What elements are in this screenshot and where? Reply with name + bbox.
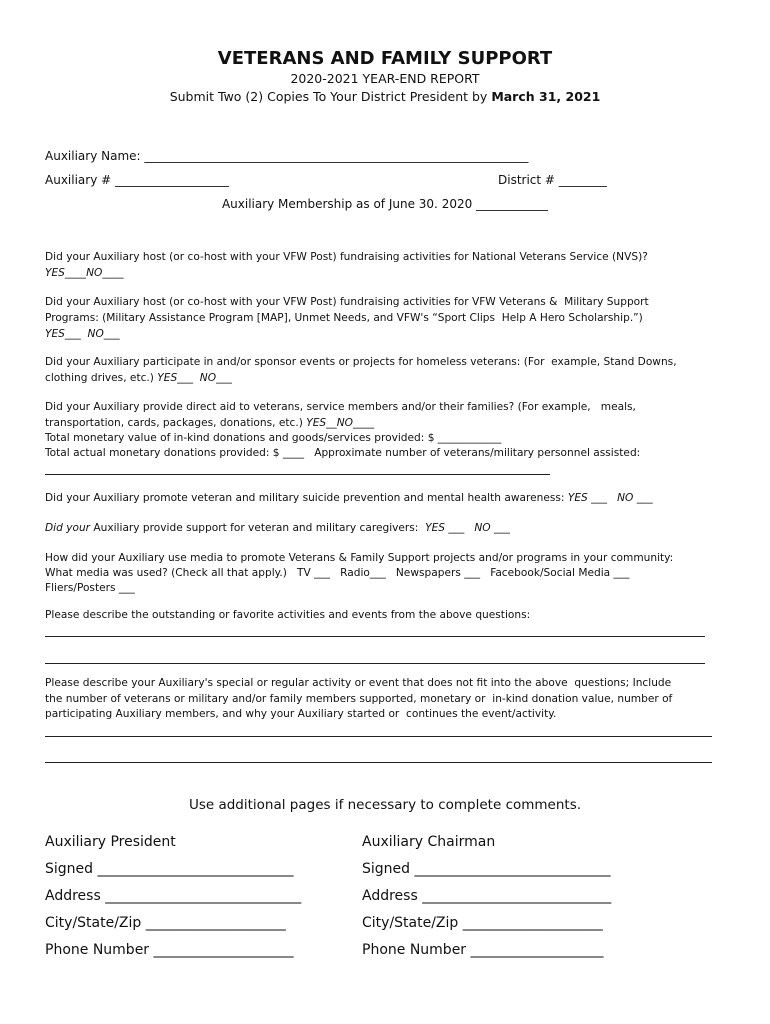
question-media: How did your Auxiliary use media to promote Veterans & Family Support projects and/or programs in your community:: [45, 552, 674, 564]
special-activity-line-2[interactable]: [45, 762, 712, 763]
report-subtitle: 2020-2021 YEAR-END REPORT: [290, 71, 480, 86]
direct-aid-examples-text: transportation, cards, packages, donations, etc.): [45, 417, 307, 429]
question-suicide-prevention: [45, 493, 653, 504]
auxiliary-number-field[interactable]: Auxiliary # ___________________: [45, 173, 229, 187]
monetary-donations-field[interactable]: Total actual monetary donations provided: $ ____ Approximate number of veterans/military personnel assisted:: [45, 447, 641, 459]
president-city-field[interactable]: City/State/Zip ____________________: [45, 915, 286, 931]
question-special-activity-line3: participating Auxiliary members, and why your Auxiliary started or continues the event/activity.: [45, 708, 557, 720]
direct-aid-yes-no-field[interactable]: YES__NO____: [306, 417, 375, 429]
question-caregivers: [45, 523, 510, 534]
question-direct-aid-line2: [45, 418, 374, 429]
favorite-activities-line-2[interactable]: [45, 663, 705, 664]
question-special-activity: Please describe your Auxiliary's special or regular activity or event that does not fit into the above questions; Include: [45, 677, 672, 689]
deadline-date: March 31, 2021: [491, 89, 601, 104]
membership-field[interactable]: Auxiliary Membership as of June 30. 2020 ____________: [221, 197, 549, 211]
chairman-city-field[interactable]: City/State/Zip ____________________: [362, 915, 603, 931]
special-activity-line-1[interactable]: [45, 736, 712, 737]
president-address-field[interactable]: Address ____________________________: [45, 888, 302, 904]
favorite-activities-line-1[interactable]: [45, 636, 705, 637]
caregivers-yes-no-field[interactable]: YES ___ NO ___: [425, 522, 510, 534]
question-homeless-veterans-line2: [45, 373, 232, 384]
military-support-yes-no-field[interactable]: YES___ NO___: [45, 328, 120, 340]
nvs-yes-no-field[interactable]: YES____NO____: [45, 267, 124, 279]
media-checklist-field[interactable]: What media was used? (Check all that apply.) TV ___ Radio___ Newspapers ___ Facebook/Social Media ___: [45, 567, 630, 579]
question-favorite-activities: Please describe the outstanding or favorite activities and events from the above questions:: [45, 609, 531, 621]
district-number-field[interactable]: District # ________: [498, 173, 607, 187]
submission-instruction: [0, 91, 770, 104]
in-kind-donations-field[interactable]: Total monetary value of in-kind donations and goods/services provided: $ ____________: [45, 432, 502, 444]
president-heading: Auxiliary President: [45, 834, 176, 850]
caregivers-lead-text: Did your: [45, 522, 91, 534]
page-title: VETERANS AND FAMILY SUPPORT: [217, 48, 553, 69]
homeless-yes-no-field[interactable]: YES___ NO___: [157, 372, 232, 384]
question-nvs-fundraising: Did your Auxiliary host (or co-host with your VFW Post) fundraising activities for National Veterans Service (NVS)?: [45, 251, 648, 263]
veterans-assisted-line[interactable]: [45, 474, 550, 475]
caregivers-text: Auxiliary provide support for veteran and military caregivers:: [90, 522, 426, 534]
homeless-examples-text: clothing drives, etc.): [45, 372, 158, 384]
president-phone-field[interactable]: Phone Number ____________________: [45, 942, 294, 958]
additional-pages-note: Use additional pages if necessary to complete comments.: [188, 797, 582, 813]
president-signed-field[interactable]: Signed ____________________________: [45, 861, 294, 877]
auxiliary-name-field[interactable]: Auxiliary Name: ________________________________________________________________: [45, 149, 529, 163]
chairman-address-field[interactable]: Address ___________________________: [362, 888, 612, 904]
chairman-heading: Auxiliary Chairman: [362, 834, 496, 850]
question-direct-aid: Did your Auxiliary provide direct aid to veterans, service members and/or their families? (For example, meals,: [45, 401, 636, 413]
question-military-support-fundraising: Did your Auxiliary host (or co-host with your VFW Post) fundraising activities for VFW Veterans & Military Support: [45, 296, 649, 308]
question-special-activity-line2: the number of veterans or military and/or family members supported, monetary or in-kind donation value, number of: [45, 693, 673, 705]
chairman-phone-field[interactable]: Phone Number ___________________: [362, 942, 604, 958]
suicide-prevention-text: Did your Auxiliary promote veteran and military suicide prevention and mental health awareness:: [45, 492, 568, 504]
fliers-posters-field[interactable]: Fliers/Posters ___: [45, 582, 135, 594]
chairman-signed-field[interactable]: Signed ____________________________: [362, 861, 611, 877]
suicide-prevention-yes-no-field[interactable]: YES ___ NO ___: [567, 492, 653, 504]
question-military-support-programs: Programs: (Military Assistance Program [MAP], Unmet Needs, and VFW's “Sport Clips Help A Hero Scholarship.”): [45, 312, 643, 324]
instruction-text: Submit Two (2) Copies To Your District President by: [169, 89, 492, 104]
question-homeless-veterans: Did your Auxiliary participate in and/or sponsor events or projects for homeless veterans: (For example, Stand Downs,: [45, 356, 677, 368]
